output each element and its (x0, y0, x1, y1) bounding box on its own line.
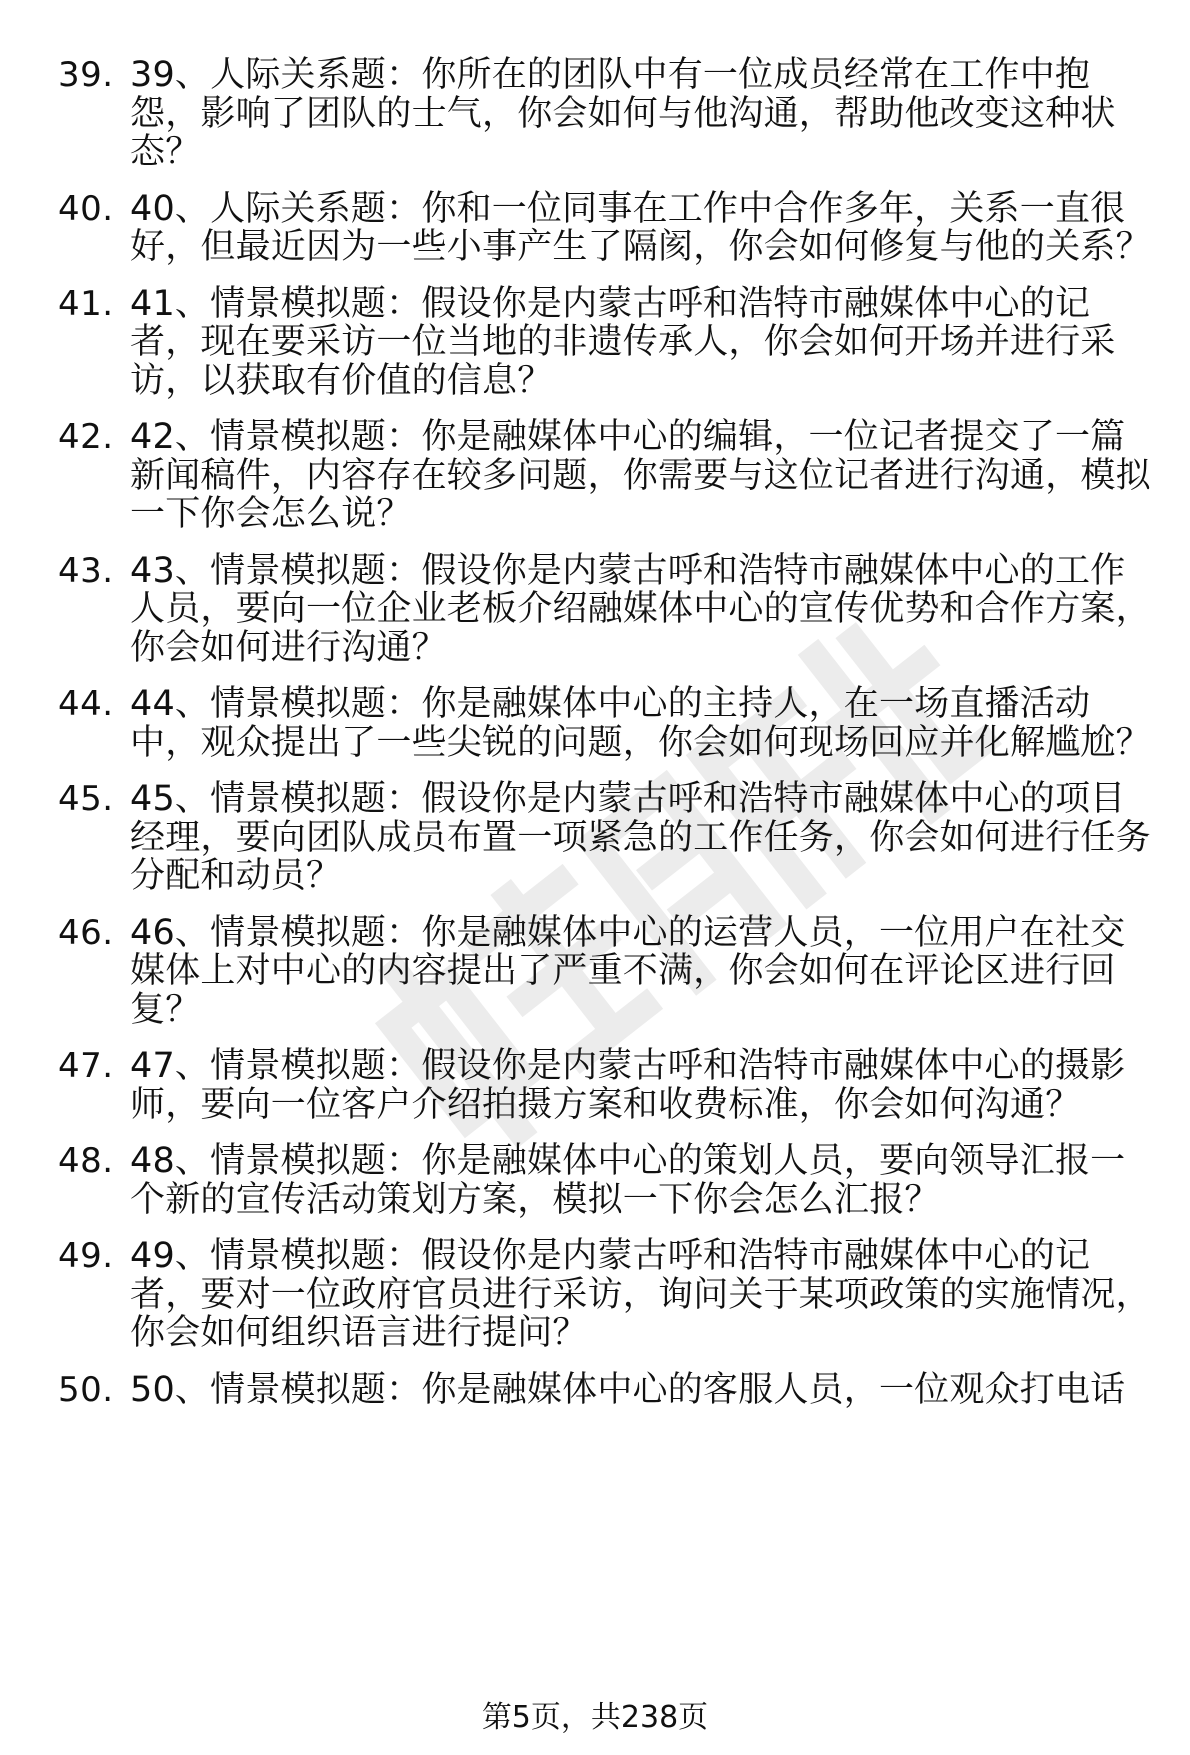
question-text: 47、情景模拟题：假设你是内蒙古呼和浩特市融媒体中心的摄影师，要向一位客户介绍拍摄方案和收费标准，你会如何沟通？ (130, 1046, 1126, 1125)
question-item-42 (58, 418, 1158, 534)
question-item-41 (58, 285, 1158, 401)
question-text: 48、情景模拟题：你是融媒体中心的策划人员，要向领导汇报一个新的宣传活动策划方案，模拟一下你会怎么汇报？ (130, 1141, 1126, 1220)
question-item-44 (58, 685, 1158, 762)
question-number: 49. (58, 1236, 114, 1276)
question-item-43 (58, 552, 1158, 668)
question-text: 39、人际关系题：你所在的团队中有一位成员经常在工作中抱怨，影响了团队的士气，你会如何与他沟通，帮助他改变这种状态？ (130, 55, 1116, 172)
question-text: 49、情景模拟题：假设你是内蒙古呼和浩特市融媒体中心的记者，要对一位政府官员进行采访，询问关于某项政策的实施情况，你会如何组织语言进行提问？ (130, 1236, 1151, 1353)
question-list (58, 56, 1158, 1427)
question-number: 48. (58, 1141, 114, 1181)
question-item-45 (58, 780, 1158, 896)
page-number-label: 第5页，共238页 (481, 1700, 709, 1735)
question-number: 40. (58, 188, 114, 229)
question-item-49 (58, 1237, 1158, 1353)
question-number: 44. (58, 684, 114, 724)
question-text: 40、人际关系题：你和一位同事在工作中合作多年，关系一直很好，但最近因为一些小事产生了隔阂，你会如何修复与他的关系？ (130, 188, 1151, 267)
question-text: 42、情景模拟题：你是融媒体中心的编辑，一位记者提交了一篇新闻稿件，内容存在较多问题，你需要与这位记者进行沟通，模拟一下你会怎么说？ (130, 417, 1151, 534)
question-number: 41. (58, 283, 114, 324)
question-number: 39. (58, 55, 114, 95)
question-item-39 (58, 56, 1158, 172)
question-number: 45. (58, 779, 114, 819)
question-item-47 (58, 1047, 1158, 1124)
question-text: 44、情景模拟题：你是融媒体中心的主持人，在一场直播活动中，观众提出了一些尖锐的问题，你会如何现场回应并化解尴尬？ (130, 684, 1151, 763)
question-text: 50、情景模拟题：你是融媒体中心的客服人员，一位观众打电话 (130, 1369, 1126, 1410)
question-item-40 (58, 190, 1158, 267)
question-number: 43. (58, 550, 114, 591)
question-item-50 (58, 1371, 1158, 1410)
question-number: 46. (58, 912, 114, 953)
question-text: 43、情景模拟题：假设你是内蒙古呼和浩特市融媒体中心的工作人员，要向一位企业老板介绍融媒体中心的宣传优势和合作方案，你会如何进行沟通？ (130, 550, 1151, 668)
question-item-46 (58, 914, 1158, 1030)
question-text: 41、情景模拟题：假设你是内蒙古呼和浩特市融媒体中心的记者，现在要采访一位当地的非遗传承人，你会如何开场并进行采访，以获取有价值的信息？ (130, 283, 1116, 401)
question-item-48 (58, 1142, 1158, 1219)
question-number: 42. (58, 417, 114, 457)
question-number: 50. (58, 1369, 114, 1410)
question-text: 45、情景模拟题：假设你是内蒙古呼和浩特市融媒体中心的项目经理，要向团队成员布置一项紧急的工作任务，你会如何进行任务分配和动员？ (130, 779, 1151, 896)
question-text: 46、情景模拟题：你是融媒体中心的运营人员，一位用户在社交媒体上对中心的内容提出了严重不满，你会如何在评论区进行回复？ (130, 912, 1126, 1030)
question-number: 47. (58, 1046, 114, 1086)
page-footer (0, 1700, 1190, 1736)
